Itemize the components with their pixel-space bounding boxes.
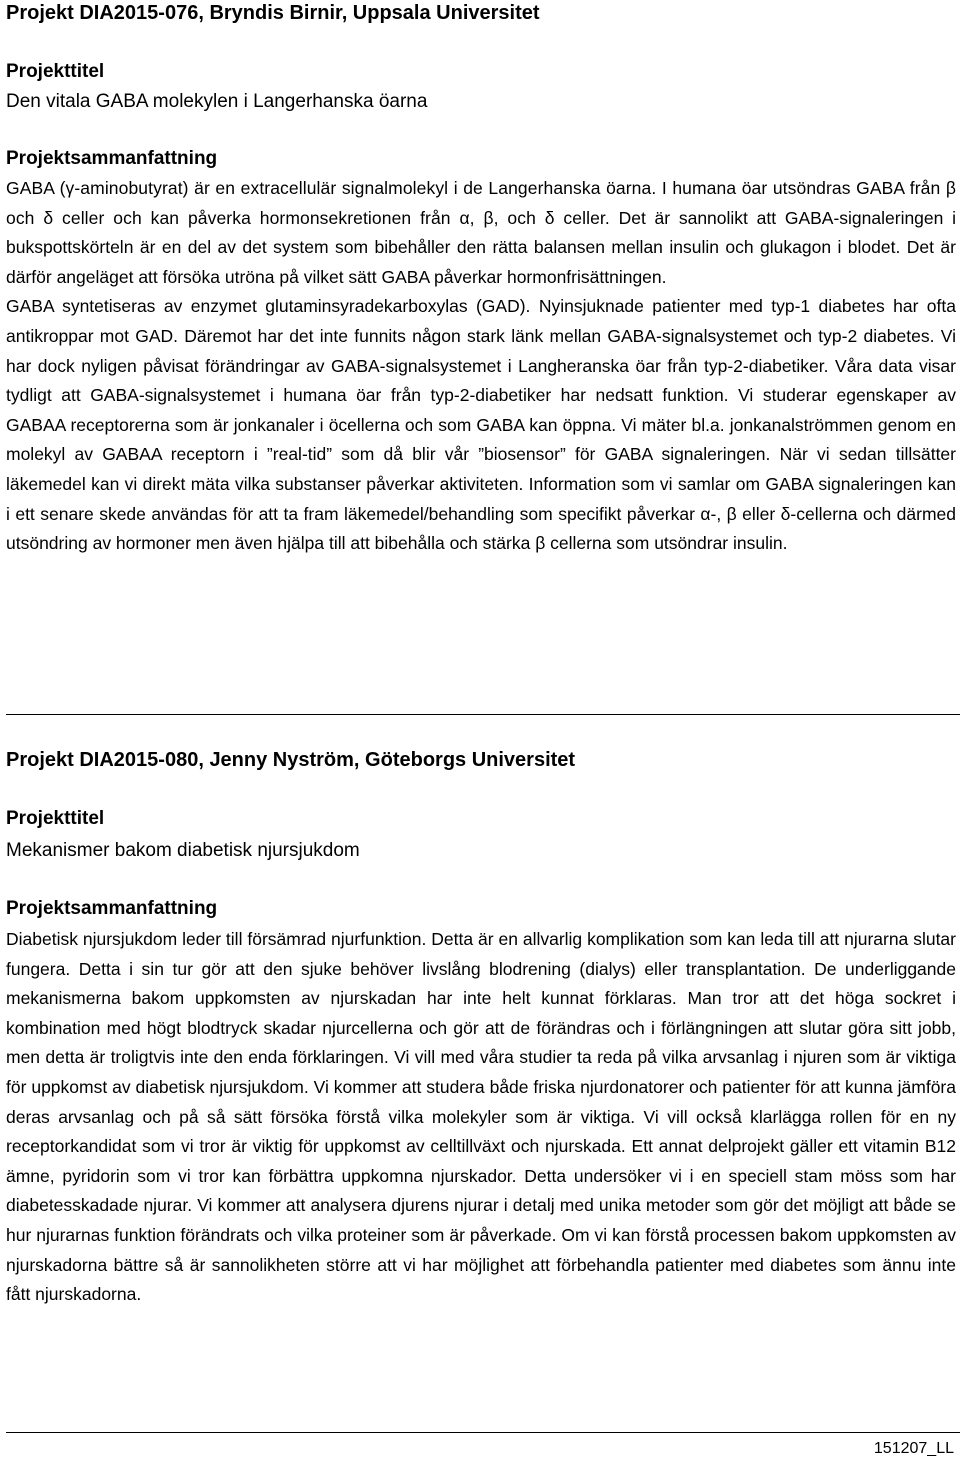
- title-label: Projekttitel: [6, 808, 105, 829]
- project-summary-block-1: [6, 146, 956, 559]
- section-divider: [6, 714, 960, 715]
- footer-code: 151207_LL: [873, 1440, 954, 1457]
- summary-label: Projektsammanfattning: [6, 148, 218, 169]
- summary-paragraph: Det är sannolikt att GABA-signaleringen i bukspottskörteln är en del av det system som bibehåller den rätta balansen mellan insulin och glukagon i blodet. Det är därför angeläget att försöka utröna på vilket sätt GABA påverkar hormonfrisättningen.: [6, 207, 957, 287]
- project-heading: Projekt DIA2015-076, Bryndis Birnir, Uppsala Universitet: [6, 2, 540, 24]
- summary-paragraph: Diabetisk njursjukdom leder till försämrad njurfunktion. Detta är en allvarlig komplikation som kan leda till att njurarna slutar fungera. Detta i sin tur gör att den sjuke behöver livslång blodrening (dialys) eller transplantation. De underliggande mekanismerna bakom uppkomsten av njurskadan har inte helt kunnat förklaras. Man tror att det höga sockret i kombination med högt blodtryck skadar njurcellerna och gör att de förändras och i förlängningen att slutar göra sitt jobb, men detta är troligtvis inte den enda förklaringen. Vi vill med våra studier ta reda på vilka arvsanlag i njuren som är viktiga för uppkomst av diabetisk njursjukdom. Vi kommer att studera både friska njurdonatorer och patienter för att kunna jämföra deras arvsanlag och på så sätt försöka förstå vilka molekyler som är viktiga. Vi vill också klarlägga rollen för en ny receptorkandidat som vi tror är viktig för uppkomst av celltillväxt och njurskada. Ett annat delprojekt gäller ett vitamin B12 ämne, pyridorin som vi tror kan förbättra uppkomna njurskador. Detta undersöker vi i en speciell stam möss som har diabetesskadade njurar. Vi kommer att analysera djurens njurar i detalj med unika metoder som gör det möjligt att både se hur njurarnas funktion förändrats och vilka proteiner som är påverkade. Om vi kan förstå processen bakom uppkomsten av njurskadorna bättre så är sannolikheten större att vi har möjlighet att förbehandla patienter med diabetes som ännu inte fått njurskadorna.: [6, 929, 956, 1305]
- project-title-block-1: [6, 59, 956, 115]
- project-title: Mekanismer bakom diabetisk njursjukdom: [6, 840, 360, 861]
- project-summary: [6, 925, 956, 1310]
- project-heading: Projekt DIA2015-080, Jenny Nyström, Göteborgs Universitet: [6, 749, 576, 771]
- title-label: Projekttitel: [6, 61, 105, 82]
- summary-paragraph: GABA (γ-aminobutyrat) är en extracellulär signalmolekyl i de Langerhanska öarna. I humana öar utsöndras GABA från β och δ celler och kan påverka hormonsekretionen från α, β, och δ celler.: [6, 178, 956, 228]
- project-section-1: [6, 0, 956, 26]
- project-section-2: [6, 747, 956, 773]
- project-summary: [6, 174, 956, 559]
- footer-divider: [6, 1432, 960, 1433]
- summary-paragraph: GABA syntetiseras av enzymet glutaminsyradekarboxylas (GAD). Nyinsjuknade patienter med typ-1 diabetes har ofta antikroppar mot GAD. Däremot har det inte funnits någon stark länk mellan GABA-signalsystemet och typ-2 diabetes. Vi har dock nyligen påvisat förändringar av GABA-signalsystemet i Langheranska öar från typ-2-diabetiker. Våra data visar tydligt att GABA-signalsystemet i humana öar från typ-2-diabetiker har nedsatt funktion. Vi studerar egenskaper av GABAA receptorerna som är jonkanaler i öcellerna och som GABA kan öppna. Vi mäter bl.a. jonkanalströmmen genom en molekyl av GABAA receptorn i ”real-tid” som då blir vår ”biosensor” för GABA signaleringen. När vi sedan tillsätter läkemedel kan vi direkt mäta vilka substanser påverkar aktiviteten. Information som vi samlar om GABA signaleringen kan i ett senare skede användas för att ta fram läkemedel/behandling som specifikt påverkar α-, β eller δ-cellerna och därmed utsöndring av hormoner men även hjälpa till att bibehålla och stärka β cellerna som utsöndrar insulin.: [6, 296, 956, 554]
- summary-label: Projektsammanfattning: [6, 898, 218, 919]
- project-summary-block-2: [6, 896, 956, 1310]
- project-title-block-2: [6, 806, 956, 864]
- project-title: Den vitala GABA molekylen i Langerhanska öarna: [6, 91, 428, 112]
